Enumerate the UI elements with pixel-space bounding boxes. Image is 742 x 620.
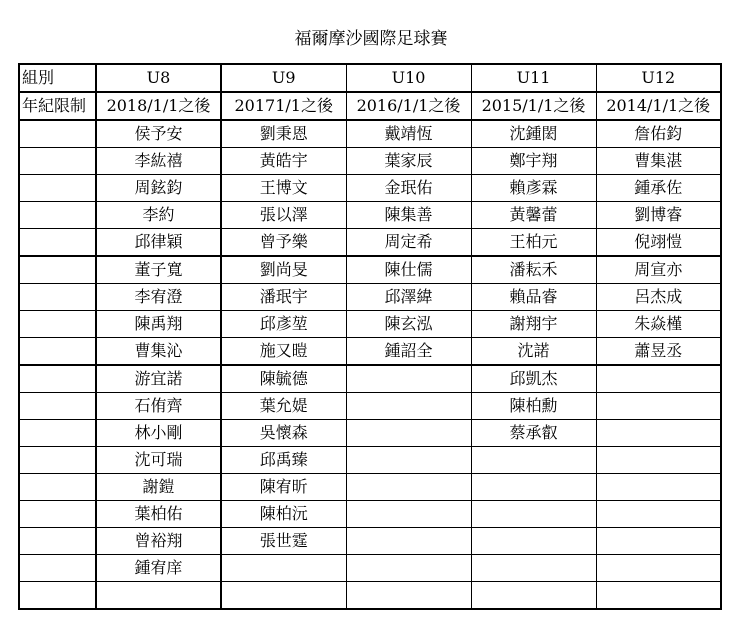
player-name-cell: 謝翔宇 xyxy=(471,311,596,338)
player-name-cell: 邱凱杰 xyxy=(471,365,596,393)
player-name-cell xyxy=(346,447,471,474)
player-name-cell xyxy=(346,501,471,528)
player-name-cell: 李宥澄 xyxy=(96,284,221,311)
age-limit-cell: 2016/1/1之後 xyxy=(346,92,471,120)
row-label-cell xyxy=(19,175,96,202)
player-name-cell: 董子寬 xyxy=(96,256,221,284)
player-name-cell: 陳毓德 xyxy=(221,365,346,393)
player-name-cell: 曾裕翔 xyxy=(96,528,221,555)
player-name-cell: 潘珉宇 xyxy=(221,284,346,311)
player-name-cell xyxy=(96,582,221,610)
row-label-cell xyxy=(19,420,96,447)
player-name-cell: 黃皓宇 xyxy=(221,148,346,175)
row-label-cell xyxy=(19,393,96,420)
player-row xyxy=(19,120,721,148)
player-name-cell: 沈鍾閎 xyxy=(471,120,596,148)
player-name-cell: 王博文 xyxy=(221,175,346,202)
row-label-cell xyxy=(19,202,96,229)
group-cell: U11 xyxy=(471,64,596,92)
player-name-cell xyxy=(221,582,346,610)
group-cell: U8 xyxy=(96,64,221,92)
group-cell: U12 xyxy=(596,64,721,92)
player-name-cell: 鄭宇翔 xyxy=(471,148,596,175)
player-name-cell xyxy=(596,365,721,393)
row-label-cell xyxy=(19,120,96,148)
player-name-cell: 施又暟 xyxy=(221,338,346,366)
player-name-cell: 陳柏勳 xyxy=(471,393,596,420)
age-limit-cell: 20171/1之後 xyxy=(221,92,346,120)
player-name-cell xyxy=(346,582,471,610)
player-name-cell: 游宜諾 xyxy=(96,365,221,393)
player-name-cell xyxy=(596,393,721,420)
age-limit-row xyxy=(19,92,721,120)
player-name-cell: 曹集湛 xyxy=(596,148,721,175)
group-label-cell: 組別 xyxy=(19,64,96,92)
player-name-cell: 賴彥霖 xyxy=(471,175,596,202)
player-name-cell xyxy=(471,447,596,474)
player-row xyxy=(19,229,721,257)
player-name-cell: 邱澤緯 xyxy=(346,284,471,311)
player-row xyxy=(19,393,721,420)
player-name-cell xyxy=(346,393,471,420)
player-name-cell xyxy=(471,555,596,582)
player-name-cell: 劉秉恩 xyxy=(221,120,346,148)
row-label-cell xyxy=(19,229,96,257)
player-name-cell: 周定希 xyxy=(346,229,471,257)
player-name-cell: 李約 xyxy=(96,202,221,229)
row-label-cell xyxy=(19,555,96,582)
player-row xyxy=(19,474,721,501)
player-name-cell xyxy=(596,474,721,501)
player-name-cell xyxy=(346,420,471,447)
player-name-cell xyxy=(596,528,721,555)
player-name-cell: 周鉉鈞 xyxy=(96,175,221,202)
player-name-cell xyxy=(346,474,471,501)
age-limit-label-cell: 年紀限制 xyxy=(19,92,96,120)
player-name-cell: 石侑齊 xyxy=(96,393,221,420)
player-name-cell: 李紘禧 xyxy=(96,148,221,175)
player-name-cell xyxy=(596,420,721,447)
player-name-cell: 曹集沁 xyxy=(96,338,221,366)
player-name-cell: 潘耘禾 xyxy=(471,256,596,284)
player-row xyxy=(19,501,721,528)
group-cell: U9 xyxy=(221,64,346,92)
row-label-cell xyxy=(19,582,96,610)
row-label-cell xyxy=(19,284,96,311)
player-name-cell: 謝鎧 xyxy=(96,474,221,501)
player-row xyxy=(19,256,721,284)
row-label-cell xyxy=(19,365,96,393)
player-name-cell: 鍾宥庠 xyxy=(96,555,221,582)
player-name-cell xyxy=(346,555,471,582)
player-name-cell xyxy=(471,582,596,610)
player-name-cell: 呂杰成 xyxy=(596,284,721,311)
player-name-cell: 沈諾 xyxy=(471,338,596,366)
row-label-cell xyxy=(19,338,96,366)
player-row xyxy=(19,555,721,582)
player-name-cell xyxy=(596,447,721,474)
player-name-cell: 倪翊愷 xyxy=(596,229,721,257)
page-title: 福爾摩沙國際足球賽 xyxy=(294,29,448,49)
player-name-cell xyxy=(471,528,596,555)
player-row xyxy=(19,175,721,202)
player-name-cell xyxy=(596,501,721,528)
row-label-cell xyxy=(19,447,96,474)
player-name-cell: 曾予樂 xyxy=(221,229,346,257)
player-row xyxy=(19,202,721,229)
group-cell: U10 xyxy=(346,64,471,92)
row-label-cell xyxy=(19,256,96,284)
player-name-cell: 朱焱槿 xyxy=(596,311,721,338)
player-name-cell: 邱禹臻 xyxy=(221,447,346,474)
player-name-cell: 林小剛 xyxy=(96,420,221,447)
player-name-cell: 賴品睿 xyxy=(471,284,596,311)
player-name-cell xyxy=(596,582,721,610)
player-row xyxy=(19,420,721,447)
player-name-cell: 侯予安 xyxy=(96,120,221,148)
player-name-cell: 陳仕儒 xyxy=(346,256,471,284)
player-name-cell: 王柏元 xyxy=(471,229,596,257)
player-name-cell: 金珉佑 xyxy=(346,175,471,202)
player-name-cell: 詹佑鈞 xyxy=(596,120,721,148)
row-label-cell xyxy=(19,528,96,555)
age-limit-cell: 2014/1/1之後 xyxy=(596,92,721,120)
player-row xyxy=(19,365,721,393)
player-name-cell: 陳柏沅 xyxy=(221,501,346,528)
row-label-cell xyxy=(19,311,96,338)
group-header-row xyxy=(19,64,721,92)
player-name-cell: 周宣亦 xyxy=(596,256,721,284)
player-row xyxy=(19,447,721,474)
player-name-cell xyxy=(346,365,471,393)
player-row xyxy=(19,338,721,366)
player-row xyxy=(19,148,721,175)
player-name-cell: 邱律穎 xyxy=(96,229,221,257)
player-row xyxy=(19,284,721,311)
player-name-cell: 鍾承佐 xyxy=(596,175,721,202)
player-name-cell xyxy=(221,555,346,582)
player-name-cell: 陳宥昕 xyxy=(221,474,346,501)
player-name-cell xyxy=(346,528,471,555)
row-label-cell xyxy=(19,501,96,528)
player-row xyxy=(19,582,721,610)
player-name-cell: 葉允媞 xyxy=(221,393,346,420)
player-name-cell: 蔡承叡 xyxy=(471,420,596,447)
roster-table xyxy=(18,63,722,610)
player-name-cell: 張以澤 xyxy=(221,202,346,229)
player-name-cell: 戴靖恆 xyxy=(346,120,471,148)
player-name-cell xyxy=(471,501,596,528)
player-name-cell: 蕭昱丞 xyxy=(596,338,721,366)
row-label-cell xyxy=(19,148,96,175)
player-name-cell: 劉尚旻 xyxy=(221,256,346,284)
age-limit-cell: 2018/1/1之後 xyxy=(96,92,221,120)
player-name-cell: 陳集善 xyxy=(346,202,471,229)
player-name-cell: 葉柏佑 xyxy=(96,501,221,528)
player-name-cell: 鍾詔全 xyxy=(346,338,471,366)
player-name-cell: 陳玄泓 xyxy=(346,311,471,338)
age-limit-cell: 2015/1/1之後 xyxy=(471,92,596,120)
player-name-cell: 張世霆 xyxy=(221,528,346,555)
player-name-cell: 黃馨蕾 xyxy=(471,202,596,229)
player-row xyxy=(19,311,721,338)
player-name-cell: 劉博睿 xyxy=(596,202,721,229)
player-name-cell xyxy=(471,474,596,501)
player-name-cell: 吳懷森 xyxy=(221,420,346,447)
player-name-cell xyxy=(596,555,721,582)
player-name-cell: 沈可瑞 xyxy=(96,447,221,474)
player-name-cell: 葉家辰 xyxy=(346,148,471,175)
player-name-cell: 邱彥堃 xyxy=(221,311,346,338)
player-name-cell: 陳禹翔 xyxy=(96,311,221,338)
player-row xyxy=(19,528,721,555)
row-label-cell xyxy=(19,474,96,501)
